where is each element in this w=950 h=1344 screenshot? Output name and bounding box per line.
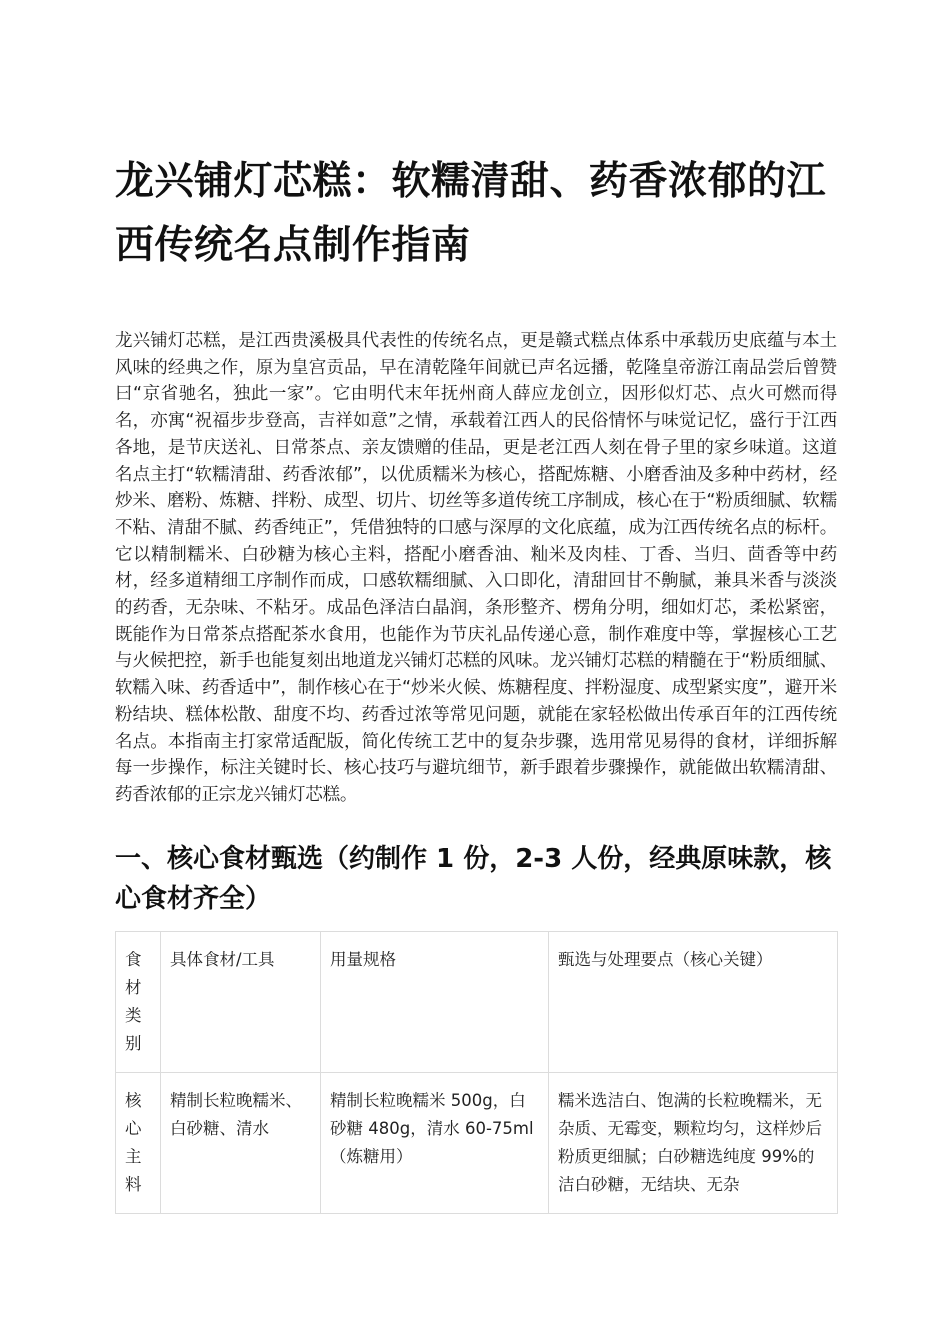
header-cell-notes: 甄选与处理要点（核心关键）: [549, 931, 838, 1072]
header-cell-category: 食材类别: [116, 931, 161, 1072]
cell-amount: 精制长粒晚糯米 500g，白砂糖 480g，清水 60-75ml（炼糖用）: [321, 1072, 549, 1213]
table-header-row: [116, 931, 838, 1072]
document-title: 龙兴铺灯芯糕：软糯清甜、药香浓郁的江西传统名点制作指南: [115, 159, 827, 268]
header-cell-item: 具体食材/工具: [161, 931, 321, 1072]
intro-paragraph: 龙兴铺灯芯糕，是江西贵溪极具代表性的传统名点，更是赣式糕点体系中承载历史底蕴与本土风味的经典之作，原为皇宫贡品，早在清乾隆年间就已声名远播，乾隆皇帝游江南品尝后曾赞曰“京省驰名，独此一家”。它由明代末年抚州商人薛应龙创立，因形似灯芯、点火可燃而得名，亦寓“祝福步步登高，吉祥如意”之情，承载着江西人的民俗情怀与味觉记忆，盛行于江西各地，是节庆送礼、日常茶点、亲友馈赠的佳品，更是老江西人刻在骨子里的家乡味道。这道名点主打“软糯清甜、药香浓郁”，以优质糯米为核心，搭配炼糖、小磨香油及多种中药材，经炒米、磨粉、炼糖、拌粉、成型、切片、切丝等多道传统工序制成，核心在于“粉质细腻、软糯不粘、清甜不腻、药香纯正”，凭借独特的口感与深厚的文化底蕴，成为江西传统名点的标杆。它以精制糯米、白砂糖为核心主料，搭配小磨香油、籼米及肉桂、丁香、当归、茴香等中药材，经多道精细工序制作而成，口感软糯细腻、入口即化，清甜回甘不齁腻，兼具米香与淡淡的药香，无杂味、不粘牙。成品色泽洁白晶润，条形整齐、楞角分明，细如灯芯，柔松紧密，既能作为日常茶点搭配茶水食用，也能作为节庆礼品传递心意，制作难度中等，掌握核心工艺与火候把控，新手也能复刻出地道龙兴铺灯芯糕的风味。龙兴铺灯芯糕的精髓在于“粉质细腻、软糯入味、药香适中”，制作核心在于“炒米火候、炼糖程度、拌粉湿度、成型紧实度”，避开米粉结块、糕体松散、甜度不均、药香过浓等常见问题，就能在家轻松做出传承百年的江西传统名点。本指南主打家常适配版，简化传统工艺中的复杂步骤，选用常见易得的食材，详细拆解每一步操作，标注关键时长、核心技巧与避坑细节，新手跟着步骤操作，就能做出软糯清甜、药香浓郁的正宗龙兴铺灯芯糕。: [115, 331, 837, 805]
ingredients-table: [115, 931, 838, 1214]
document-page: [115, 150, 837, 1214]
cell-category: 核心主料: [116, 1072, 161, 1213]
header-cell-amount: 用量规格: [321, 931, 549, 1072]
cell-items: 精制长粒晚糯米、白砂糖、清水: [161, 1072, 321, 1213]
cell-notes: 糯米选洁白、饱满的长粒晚糯米，无杂质、无霉变，颗粒均匀，这样炒后粉质更细腻；白砂糖选纯度 99%的洁白砂糖，无结块、无杂: [549, 1072, 838, 1213]
section-heading-ingredients: 一、核心食材甄选（约制作 1 份，2-3 人份，经典原味款，核心食材齐全）: [115, 843, 832, 914]
table-row: [116, 1072, 838, 1213]
